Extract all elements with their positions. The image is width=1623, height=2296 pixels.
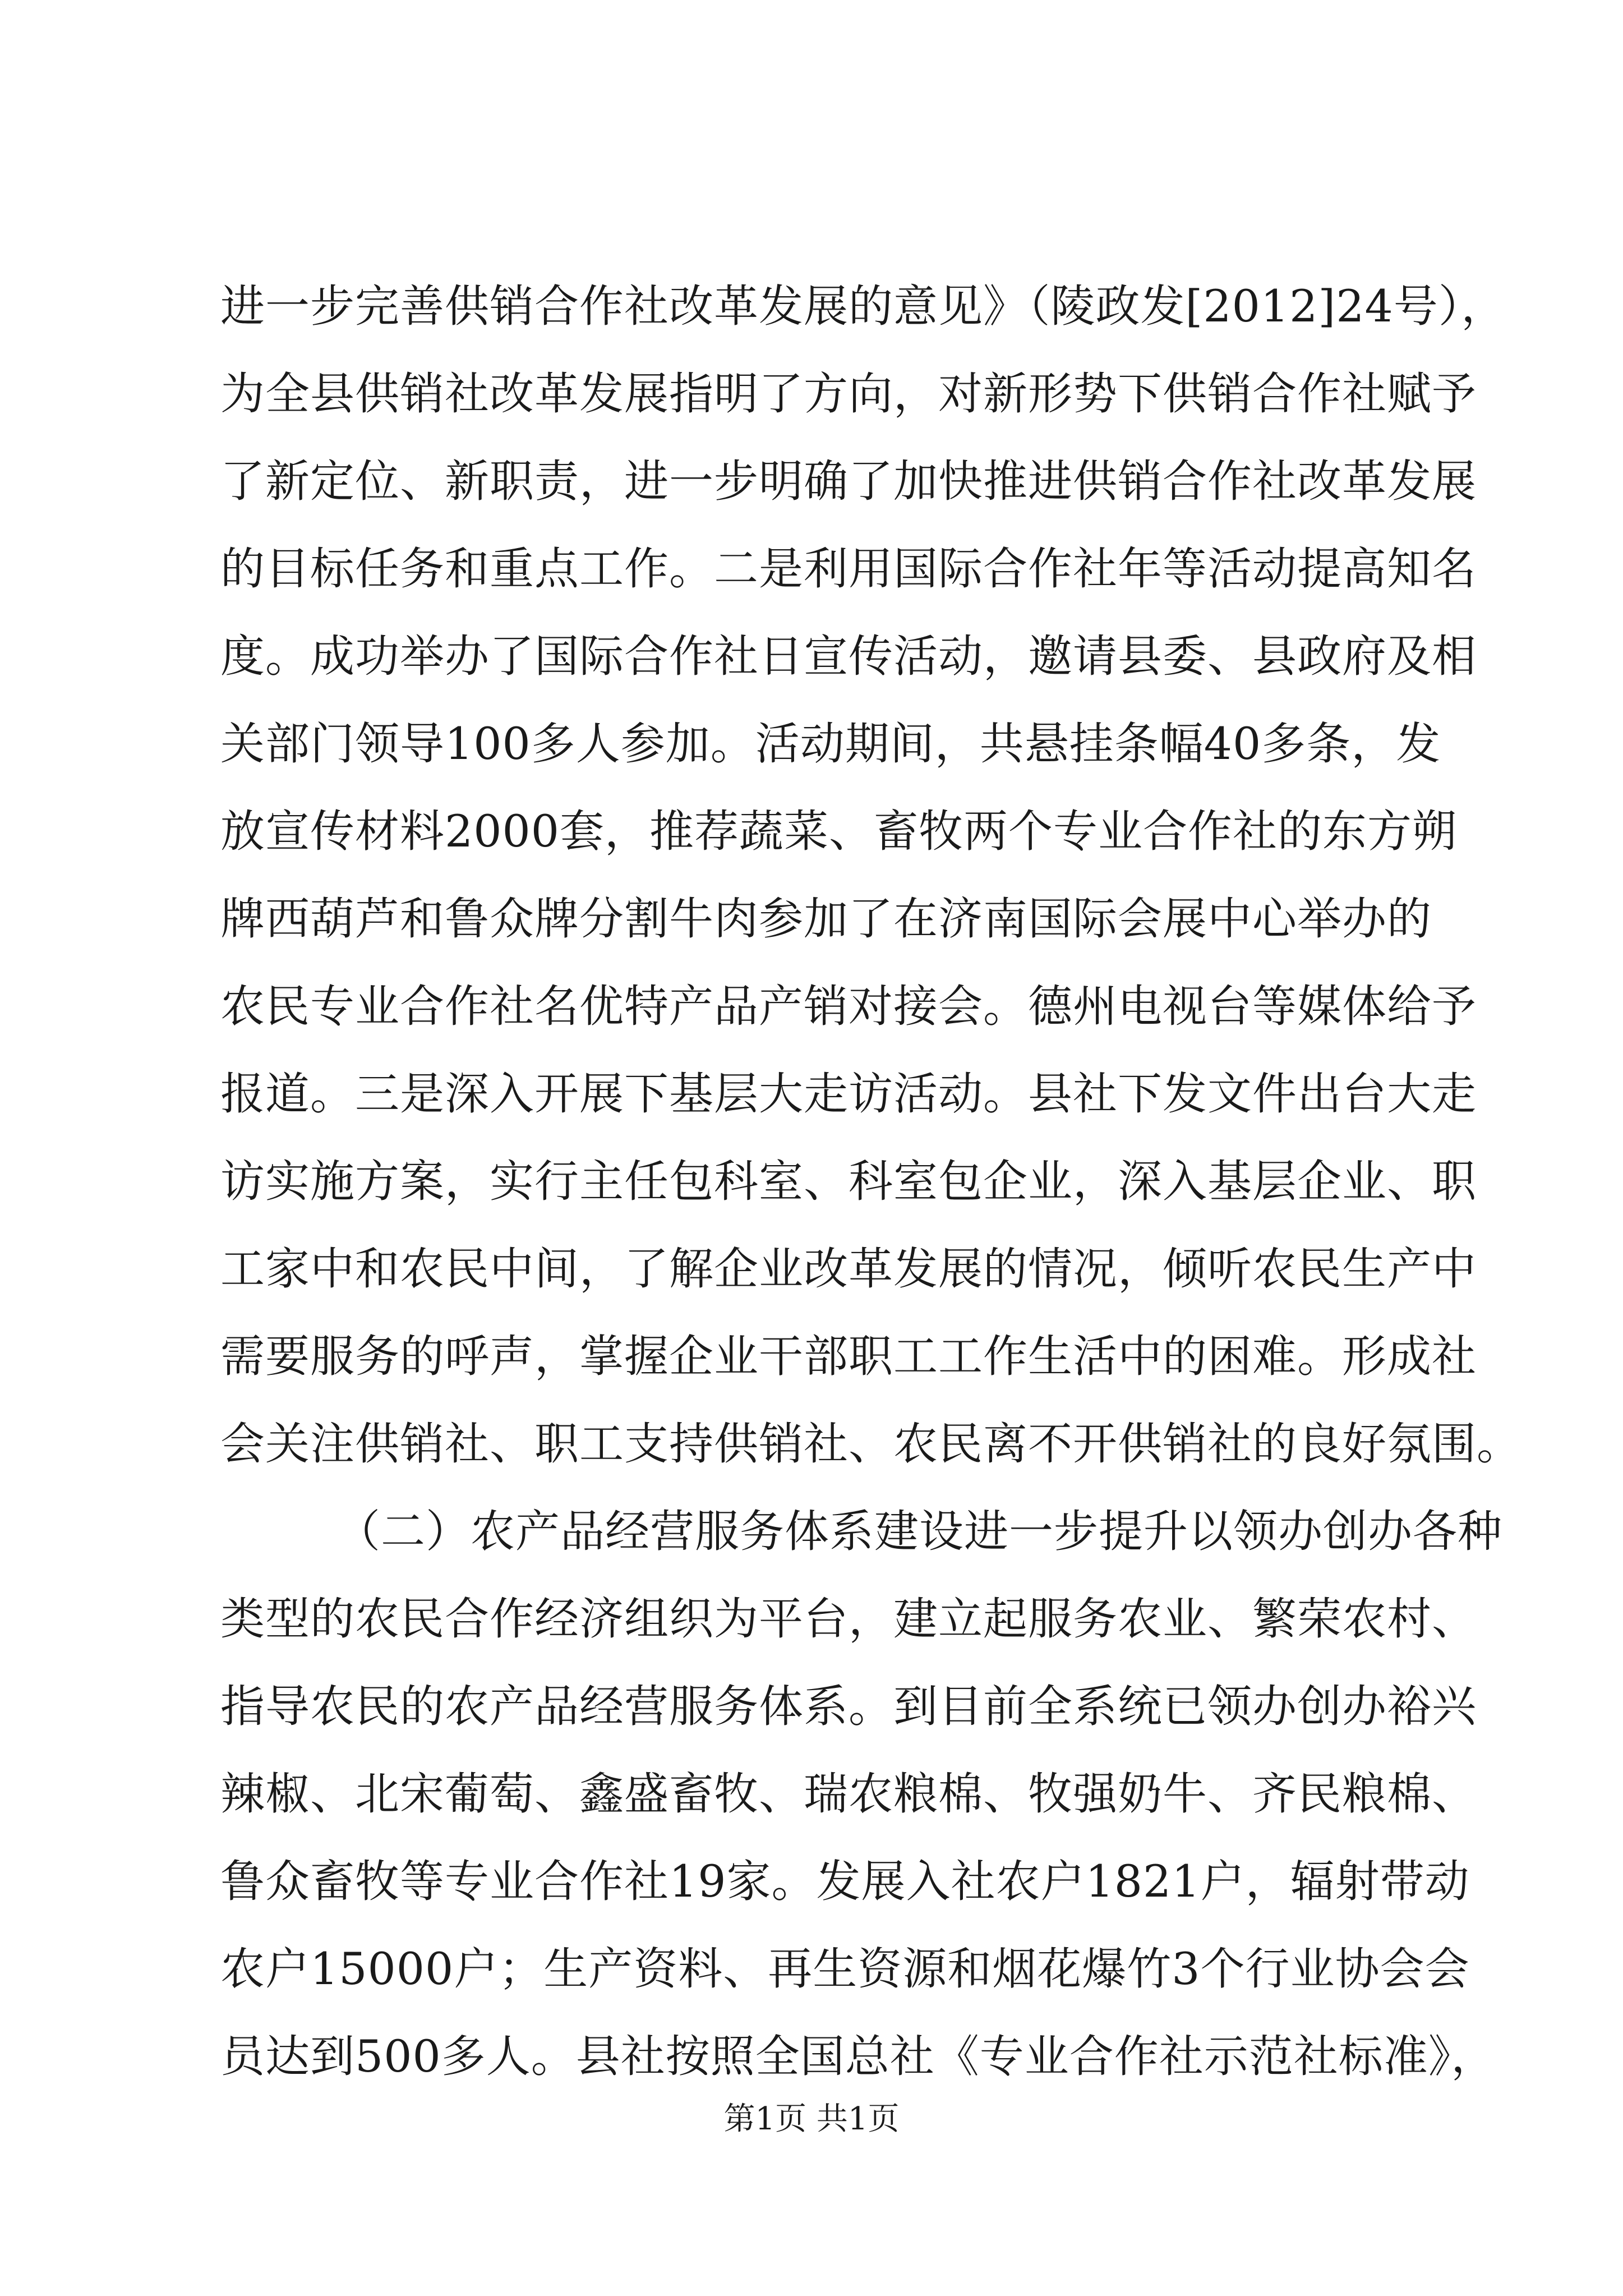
- text-line: 为全县供销社改革发展指明了方向，对新形势下供销合作社赋予: [220, 368, 1477, 420]
- text-line: 农民专业合作社名优特产品产销对接会。德州电视台等媒体给予: [220, 981, 1477, 1032]
- text-line: 访实施方案，实行主任包科室、科室包企业，深入基层企业、职: [220, 1156, 1477, 1207]
- text-line: 关部门领导100多人参加。活动期间，共悬挂条幅40多条，发: [220, 718, 1441, 770]
- text-line: 了新定位、新职责，进一步明确了加快推进供销合作社改革发展: [220, 455, 1477, 507]
- text-line: 进一步完善供销合作社改革发展的意见》（陵政发[2012]24号），: [220, 280, 1506, 332]
- text-line: 鲁众畜牧等专业合作社19家。发展入社农户1821户，辐射带动: [220, 1856, 1470, 1907]
- text-line: 度。成功举办了国际合作社日宣传活动，邀请县委、县政府及相: [220, 631, 1477, 682]
- text-line: 农户15000户；生产资料、再生资源和烟花爆竹3个行业协会会: [220, 1943, 1470, 1995]
- text-line: 辣椒、北宋葡萄、鑫盛畜牧、瑞农粮棉、牧强奶牛、齐民粮棉、: [220, 1768, 1477, 1820]
- text-line: 员达到500多人。县社按照全国总社《专业合作社示范社标准》，: [220, 2031, 1496, 2082]
- text-line: 工家中和农民中间，了解企业改革发展的情况，倾听农民生产中: [220, 1243, 1477, 1295]
- text-line: 指导农民的农产品经营服务体系。到目前全系统已领办创办裕兴: [220, 1681, 1477, 1732]
- section-heading-line: （二）农产品经营服务体系建设进一步提升以领办创办各种: [336, 1506, 1502, 1557]
- text-line: 类型的农民合作经济组织为平台，建立起服务农业、繁荣农村、: [220, 1593, 1477, 1645]
- text-line: 会关注供销社、职工支持供销社、农民离不开供销社的良好氛围。: [220, 1418, 1521, 1470]
- text-line: 报道。三是深入开展下基层大走访活动。县社下发文件出台大走: [220, 1068, 1477, 1120]
- text-line: 牌西葫芦和鲁众牌分割牛肉参加了在济南国际会展中心举办的: [220, 893, 1432, 945]
- page-footer: 第1页 共1页: [723, 2101, 900, 2137]
- text-line: 的目标任务和重点工作。二是利用国际合作社年等活动提高知名: [220, 543, 1477, 595]
- text-line: 需要服务的呼声，掌握企业干部职工工作生活中的困难。形成社: [220, 1331, 1477, 1382]
- text-line: 放宣传材料2000套，推荐蔬菜、畜牧两个专业合作社的东方朔: [220, 806, 1458, 857]
- document-body: [220, 263, 1521, 2100]
